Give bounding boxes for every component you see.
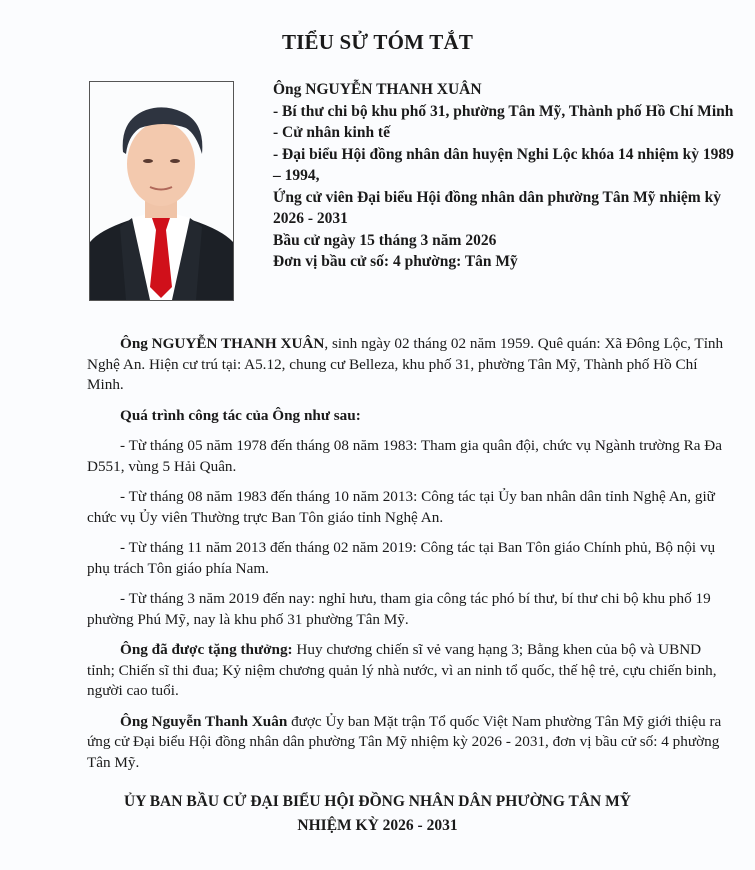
summary-election-date: Bầu cử ngày 15 tháng 3 năm 2026 [273, 231, 497, 249]
summary-electoral-unit: Đơn vị bầu cử số: 4 phường: Tân Mỹ [273, 253, 518, 270]
committee-term: NHIỆM KỲ 2026 - 2031 [297, 817, 458, 834]
issuing-committee [0, 790, 755, 838]
summary-education: - Cử nhân kinh tế [273, 124, 390, 141]
awards-text: Huy chương chiến sĩ vẻ vang hạng 3; Bằng khen của bộ và UBND tỉnh; Chiến sĩ thi đua; Kỷ niệm chương quản lý nhà nước, vì an ninh tổ quốc, thế hệ trẻ, cựu chiến binh, người cao tuổi. [87, 641, 717, 699]
nomination-name: Ông Nguyễn Thanh Xuân [120, 712, 288, 730]
career-item: - Từ tháng 11 năm 2013 đến tháng 02 năm 2019: Công tác tại Ban Tôn giáo Chính phủ, Bộ nội vụ phụ trách Tôn giáo phía Nam. [87, 539, 716, 577]
awards-label: Ông đã được tặng thưởng: [120, 641, 293, 658]
awards-paragraph [87, 640, 727, 702]
committee-name: ỦY BAN BẦU CỬ ĐẠI BIỂU HỘI ĐỒNG NHÂN DÂN PHƯỜNG TÂN MỸ [124, 793, 631, 810]
nomination-paragraph [87, 712, 727, 774]
intro-paragraph [87, 334, 727, 396]
summary-candidacy: Ứng cử viên Đại biểu Hội đồng nhân dân phường Tân Mỹ nhiệm kỳ 2026 - 2031 [273, 188, 721, 227]
candidate-summary [273, 79, 743, 273]
career-item: - Từ tháng 05 năm 1978 đến tháng 08 năm 1983: Tham gia quân đội, chức vụ Ngành trường Ra Đa D551, vùng 5 Hải Quân. [87, 437, 723, 475]
career-item: - Từ tháng 08 năm 1983 đến tháng 10 năm 2013: Công tác tại Ủy ban nhân dân tỉnh Nghệ An, giữ chức vụ Ủy viên Thường trực Ban Tôn giáo tỉnh Nghệ An. [87, 488, 715, 526]
intro-text: , sinh ngày 02 tháng 02 năm 1959. Quê quán: Xã Đông Lộc, Tỉnh Nghệ An. Hiện cư trú tại: A5.12, chung cư Belleza, khu phố 31, phường Tân Mỹ, Thành phố Hồ Chí Minh. [87, 335, 724, 393]
career-heading: Quá trình công tác của Ông như sau: [120, 406, 361, 424]
nomination-text: được Ủy ban Mặt trận Tổ quốc Việt Nam phường Tân Mỹ giới thiệu ra ứng cử Đại biểu Hội đồng nhân dân phường Tân Mỹ nhiệm kỳ 2026 - 2031, đơn vị bầu cử số: 4 phường Tân Mỹ. [87, 712, 722, 771]
career-item: - Từ tháng 3 năm 2019 đến nay: nghỉ hưu, tham gia công tác phó bí thư, bí thư chi bộ khu phố 19 phường Phú Mỹ, nay là khu phố 31 phường Tân Mỹ. [87, 590, 711, 628]
biography-body [87, 334, 727, 783]
candidate-name: Ông NGUYỄN THANH XUÂN [273, 81, 482, 98]
portrait-photo [89, 81, 234, 301]
document-title: TIỂU SỬ TÓM TẮT [281, 30, 474, 54]
summary-party-role: - Bí thư chi bộ khu phố 31, phường Tân Mỹ, Thành phố Hồ Chí Minh [273, 102, 734, 120]
intro-name: Ông NGUYỄN THANH XUÂN [120, 335, 325, 352]
summary-past-delegate: - Đại biểu Hội đồng nhân dân huyện Nghi Lộc khóa 14 nhiệm kỳ 1989 – 1994, [273, 145, 734, 184]
